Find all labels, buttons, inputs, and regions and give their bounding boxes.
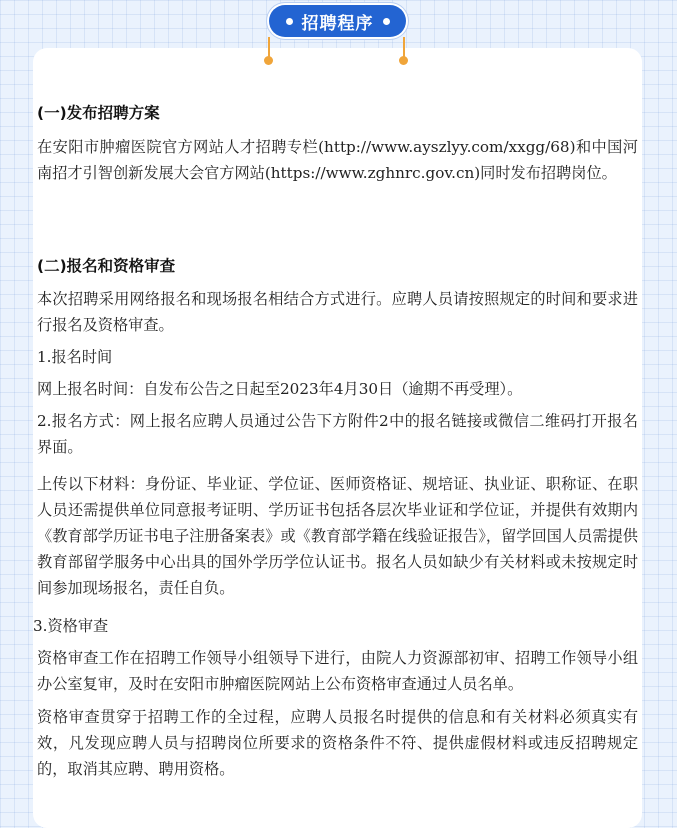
header-title: 招聘程序	[301, 13, 374, 34]
left-dot-icon	[286, 18, 293, 25]
qualification-review-text: 资格审查工作在招聘工作领导小组领导下进行，由院人力资源部初审、招聘工作领导小组办公室复审，及时在安阳市肿瘤医院网站上公布资格审查通过人员名单。	[37, 649, 638, 693]
section-1-title: (一)发布招聘方案	[37, 104, 160, 122]
section-2-title: (二)报名和资格审查	[37, 257, 176, 275]
qualification-review-heading: 3.资格审查	[33, 617, 109, 635]
materials-text: 上传以下材料：身份证、毕业证、学位证、医师资格证、规培证、执业证、职称证、在职人员还需提供单位同意报考证明、学历证书包括各层次毕业证和学位证，并提供有效期内《教育部学历证书电子注册备案表》或《教育部学籍在线验证报告》，留学回国人员需提供教育部留学服务中心出具的国外学历学位认证书。报名人员如缺少有关材料或未按规定时间参加现场报名，责任自负。	[37, 475, 638, 597]
registration-time-text: 网上报名时间：自发布公告之日起至2023年4月30日（逾期不再受理）。	[37, 380, 523, 398]
right-pin-icon	[399, 37, 409, 67]
right-dot-icon	[383, 18, 390, 25]
registration-time-heading: 1.报名时间	[37, 348, 113, 366]
registration-method-text: 2.报名方式：网上报名应聘人员通过公告下方附件2中的报名链接或微信二维码打开报名界面。	[37, 412, 638, 456]
section-1-paragraph: 在安阳市肿瘤医院官方网站人才招聘专栏(http://www.ayszlyy.com/xxgg/68)和中国河南招才引智创新发展大会官方网站(https://www.zghnrc.gov.cn)同时发布招聘岗位。	[37, 138, 638, 182]
left-pin-icon	[264, 37, 274, 67]
section-header-pill	[269, 5, 406, 37]
qualification-process-text: 资格审查贯穿于招聘工作的全过程，应聘人员报名时提供的信息和有关材料必须真实有效，凡发现应聘人员与招聘岗位所要求的资格条件不符、提供虚假材料或违反招聘规定的，取消其应聘、聘用资格。	[37, 708, 638, 778]
section-2-intro: 本次招聘采用网络报名和现场报名相结合方式进行。应聘人员请按照规定的时间和要求进行报名及资格审查。	[37, 290, 638, 334]
